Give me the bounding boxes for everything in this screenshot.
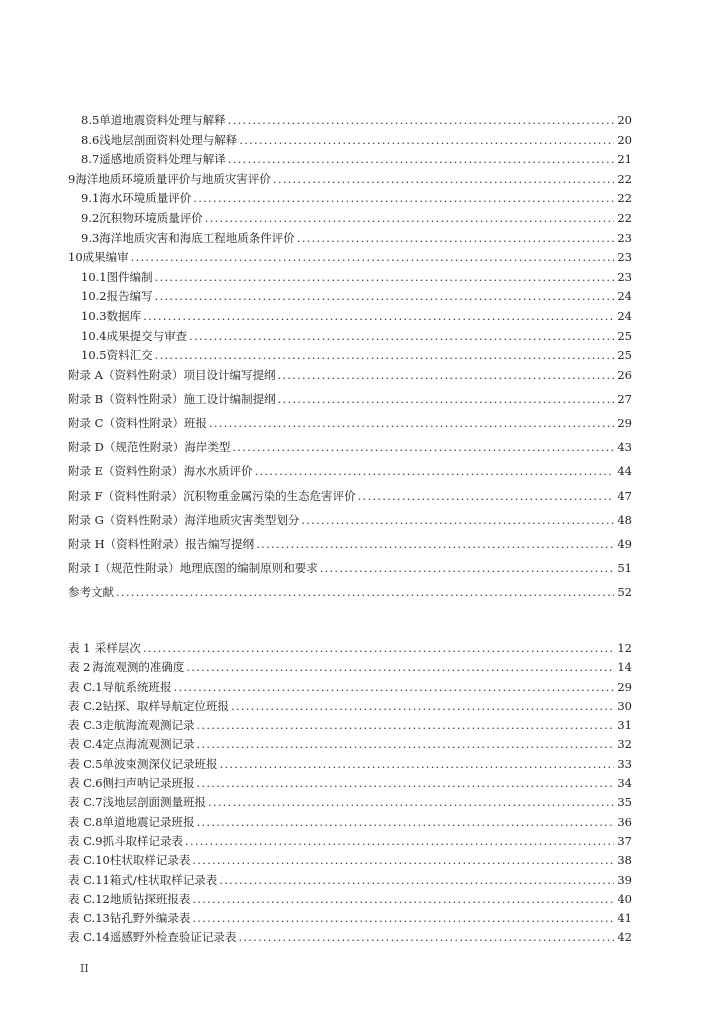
table-number: 表 C.10	[68, 853, 110, 868]
toc-entry[interactable]	[68, 536, 632, 560]
table-title: 采样层次	[94, 641, 141, 655]
dot-leader	[219, 873, 614, 887]
toc-entry-title: 海岸类型	[184, 440, 231, 455]
toc-entry[interactable]	[68, 288, 632, 308]
toc-entry-number: 附录 A（资料性附录）	[68, 367, 184, 382]
dot-leader	[320, 561, 614, 575]
dot-leader	[185, 834, 614, 848]
table-number: 表 C.1	[68, 679, 103, 694]
toc-entry-title: 数据库	[106, 308, 142, 323]
dot-leader	[220, 757, 614, 771]
table-page: 42	[617, 930, 632, 945]
dot-leader	[197, 815, 614, 829]
table-title: 抓斗取样记录表	[102, 833, 184, 848]
toc-entry-title: 报告编写提纲	[185, 537, 255, 552]
table-of-contents	[68, 112, 632, 609]
dot-leader	[193, 191, 614, 205]
toc-entry-title: 海洋地质灾害和海底工程地质条件评价	[99, 230, 295, 245]
toc-entry[interactable]	[68, 249, 632, 269]
table-page: 38	[617, 853, 632, 868]
table-title: 地质钻探班报表	[109, 891, 191, 906]
dot-leader	[155, 270, 614, 284]
toc-entry-title: 沉积物环境质量评价	[99, 210, 203, 225]
toc-entry[interactable]	[68, 512, 632, 536]
dot-leader	[143, 641, 614, 655]
toc-entry-number: 附录 D（规范性附录）	[68, 440, 185, 455]
table-page: 37	[617, 833, 632, 848]
dot-leader	[143, 309, 614, 323]
toc-entry-number: 附录 I（规范性附录）	[68, 561, 180, 576]
toc-entry-number: 9.2	[81, 210, 100, 225]
toc-entry-number: 9	[68, 171, 76, 186]
toc-entry-page: 49	[617, 537, 632, 552]
toc-entry-number: 10.3	[81, 308, 107, 323]
toc-entry[interactable]	[68, 151, 632, 171]
table-page: 32	[617, 737, 632, 752]
dot-leader	[209, 416, 614, 430]
table-list-entry[interactable]	[68, 756, 632, 775]
toc-entry[interactable]	[68, 230, 632, 250]
toc-entry-number: 附录 B（资料性附录）	[68, 391, 184, 406]
table-list-entry[interactable]	[68, 640, 632, 659]
table-list-entry[interactable]	[68, 717, 632, 736]
toc-entry[interactable]	[68, 367, 632, 391]
table-number: 表 C.12	[68, 891, 110, 906]
dot-leader	[228, 113, 614, 127]
table-list-entry[interactable]	[68, 659, 632, 678]
toc-entry-title: 成果提交与审查	[106, 328, 188, 343]
toc-entry-title: 资料汇交	[106, 348, 153, 363]
table-page: 36	[617, 814, 632, 829]
toc-entry-title: 海水环境质量评价	[99, 191, 192, 206]
toc-entry[interactable]	[68, 190, 632, 210]
table-title: 钻探、取样导航定位班报	[102, 698, 230, 713]
table-number: 表 C.8	[68, 814, 103, 829]
dot-leader	[197, 737, 614, 751]
table-number: 表 C.5	[68, 756, 103, 771]
toc-entry[interactable]	[68, 584, 632, 608]
toc-entry-title: 海洋地质灾害类型划分	[184, 512, 300, 527]
table-list-entry[interactable]	[68, 891, 632, 910]
table-list-entry[interactable]	[68, 852, 632, 871]
table-page: 30	[617, 698, 632, 713]
toc-entry-number: 附录 F（资料性附录）	[68, 488, 184, 503]
dot-leader	[155, 289, 614, 303]
table-title: 箱式/柱状取样记录表	[109, 872, 218, 887]
dot-leader	[174, 680, 614, 694]
dot-leader	[238, 930, 614, 944]
table-list-entry[interactable]	[68, 736, 632, 755]
toc-entry[interactable]	[68, 328, 632, 348]
table-title: 单道地震记录班报	[102, 814, 195, 829]
toc-entry-number: 10	[68, 250, 83, 265]
toc-entry-page: 25	[617, 328, 632, 343]
dot-leader	[116, 585, 614, 599]
dot-leader	[256, 537, 614, 551]
table-list-entry[interactable]	[68, 833, 632, 852]
table-list-entry[interactable]	[68, 698, 632, 717]
table-page: 14	[617, 660, 632, 675]
table-title: 遥感野外检查验证记录表	[109, 930, 237, 945]
toc-entry-title: 海洋地质环境质量评价与地质灾害评价	[75, 171, 271, 186]
toc-entry-number: 8.5	[81, 113, 100, 127]
table-list-entry[interactable]	[68, 910, 632, 929]
toc-entry-number: 10.5	[81, 348, 107, 363]
dot-leader	[131, 250, 614, 264]
table-number: 表 C.2	[68, 698, 103, 713]
page-folio: II	[80, 962, 89, 975]
toc-entry[interactable]	[68, 439, 632, 463]
table-title: 钻孔野外编录表	[109, 911, 191, 926]
table-number: 表 2	[68, 660, 91, 675]
toc-entry[interactable]	[68, 210, 632, 230]
table-list-entry[interactable]	[68, 872, 632, 891]
table-page: 40	[617, 891, 632, 906]
table-number: 表 1	[68, 641, 91, 655]
table-title: 单波束测深仪记录班报	[102, 756, 218, 771]
toc-entry-page: 47	[617, 488, 632, 503]
dot-leader	[192, 911, 614, 925]
table-list-entry[interactable]	[68, 679, 632, 698]
table-page: 33	[617, 756, 632, 771]
toc-entry-page: 24	[617, 289, 632, 304]
table-number: 表 C.6	[68, 776, 103, 791]
dot-leader	[232, 440, 614, 454]
toc-entry-page: 24	[617, 308, 632, 323]
toc-entry-page: 22	[617, 210, 632, 225]
toc-entry-page: 44	[617, 464, 632, 479]
dot-leader	[189, 329, 614, 343]
toc-entry-number: 附录 C（资料性附录）	[68, 416, 184, 431]
toc-entry[interactable]	[68, 391, 632, 415]
toc-entry-title: 班报	[183, 416, 207, 431]
toc-entry-title: 参考文献	[68, 585, 114, 600]
table-page: 34	[617, 776, 632, 791]
dot-leader	[197, 776, 614, 790]
toc-entry-title: 沉积物重金属污染的生态危害评价	[183, 488, 356, 503]
table-list-entry[interactable]	[68, 794, 632, 813]
toc-entry-page: 25	[617, 348, 632, 363]
toc-entry[interactable]	[68, 463, 632, 487]
toc-entry-page: 20	[617, 113, 632, 127]
toc-entry[interactable]	[68, 171, 632, 191]
table-number: 表 C.9	[68, 833, 103, 848]
dot-leader	[239, 133, 614, 147]
toc-entry-number: 9.3	[81, 230, 100, 245]
table-page: 35	[617, 795, 632, 810]
dot-leader	[228, 152, 614, 166]
toc-entry-page: 48	[617, 512, 632, 527]
dot-leader	[297, 231, 614, 245]
toc-entry-number: 附录 G（资料性附录）	[68, 512, 185, 527]
table-list-entry[interactable]	[68, 814, 632, 833]
dot-leader	[208, 795, 614, 809]
toc-entry-number: 8.6	[81, 132, 100, 147]
toc-entry-page: 23	[617, 230, 632, 245]
toc-entry-title: 图件编制	[106, 269, 153, 284]
toc-entry-title: 报告编写	[106, 289, 153, 304]
toc-entry[interactable]	[68, 415, 632, 439]
dot-leader	[186, 660, 614, 674]
table-title: 导航系统班报	[102, 679, 172, 694]
toc-entry-page: 43	[617, 440, 632, 455]
toc-entry-number: 10.4	[81, 328, 107, 343]
toc-entry-page: 22	[617, 191, 632, 206]
toc-entry-title: 地理底图的编制原则和要求	[179, 561, 318, 576]
table-page: 12	[617, 641, 632, 655]
toc-entry-page: 21	[617, 152, 632, 167]
table-list-entry[interactable]	[68, 929, 632, 948]
table-page: 41	[617, 911, 632, 926]
toc-entry-page: 20	[617, 132, 632, 147]
table-title: 海流观测的准确度	[92, 660, 185, 675]
dot-leader	[197, 718, 614, 732]
toc-entry-title: 单道地震资料处理与解释	[99, 113, 226, 127]
dot-leader	[231, 699, 614, 713]
toc-entry-number: 10.2	[81, 289, 107, 304]
toc-entry[interactable]	[68, 132, 632, 152]
toc-entry-page: 27	[617, 391, 632, 406]
table-page: 31	[617, 718, 632, 733]
table-number: 表 C.3	[68, 718, 103, 733]
toc-entry[interactable]	[68, 560, 632, 584]
table-list-entry[interactable]	[68, 775, 632, 794]
table-title: 侧扫声呐记录班报	[102, 776, 195, 791]
toc-entry-page: 23	[617, 250, 632, 265]
toc-entry-number: 10.1	[81, 269, 107, 284]
toc-entry[interactable]	[68, 269, 632, 289]
dot-leader	[192, 892, 614, 906]
table-title: 柱状取样记录表	[109, 853, 191, 868]
toc-entry-number: 8.7	[81, 152, 100, 167]
toc-entry[interactable]	[68, 308, 632, 328]
table-page: 29	[617, 679, 632, 694]
toc-entry-title: 施工设计编制提纲	[183, 391, 276, 406]
toc-entry-title: 遥感地质资料处理与解译	[99, 152, 226, 167]
toc-entry-number: 附录 E（资料性附录）	[68, 464, 184, 479]
table-number: 表 C.7	[68, 795, 103, 810]
table-number: 表 C.4	[68, 737, 103, 752]
toc-entry-page: 23	[617, 269, 632, 284]
toc-entry[interactable]	[68, 347, 632, 367]
toc-entry-page: 29	[617, 416, 632, 431]
dot-leader	[358, 489, 614, 503]
table-page: 39	[617, 872, 632, 887]
toc-entry[interactable]	[68, 488, 632, 512]
dot-leader	[301, 513, 614, 527]
dot-leader	[277, 368, 614, 382]
toc-entry-page: 22	[617, 171, 632, 186]
table-number: 表 C.14	[68, 930, 110, 945]
toc-entry-number: 9.1	[81, 191, 100, 206]
toc-entry-page: 52	[617, 585, 632, 600]
list-of-tables	[68, 640, 632, 949]
table-title: 走航海流观测记录	[102, 718, 195, 733]
toc-entry-title: 浅地层剖面资料处理与解释	[99, 132, 238, 147]
toc-entry-page: 51	[617, 561, 632, 576]
dot-leader	[278, 392, 614, 406]
dot-leader	[273, 172, 614, 186]
toc-entry-title: 海水水质评价	[183, 464, 253, 479]
dot-leader	[155, 348, 614, 362]
dot-leader	[192, 853, 614, 867]
table-number: 表 C.11	[68, 872, 110, 887]
toc-entry[interactable]	[68, 112, 632, 132]
toc-entry-number: 附录 H（资料性附录）	[68, 537, 186, 552]
dot-leader	[205, 211, 614, 225]
table-title: 定点海流观测记录	[102, 737, 195, 752]
toc-entry-title: 项目设计编写提纲	[183, 367, 276, 382]
table-title: 浅地层剖面测量班报	[102, 795, 207, 810]
toc-entry-title: 成果编审	[82, 250, 129, 265]
toc-entry-page: 26	[617, 367, 632, 382]
table-number: 表 C.13	[68, 911, 110, 926]
dot-leader	[255, 464, 614, 478]
